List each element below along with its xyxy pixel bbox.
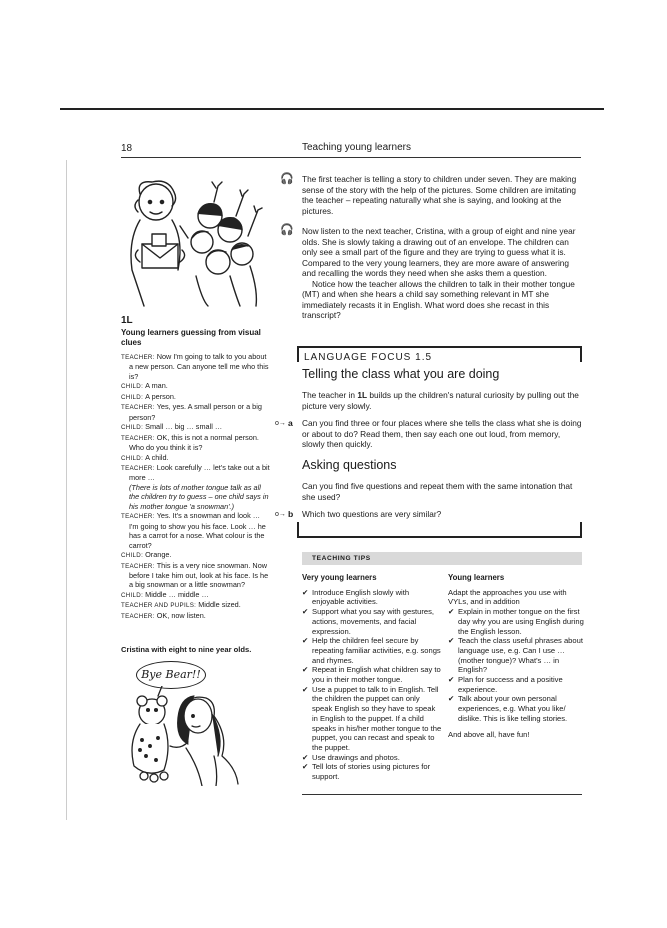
figure-label: 1L bbox=[121, 315, 133, 326]
speech-bubble bbox=[136, 661, 206, 689]
speaker-label: CHILD: bbox=[121, 591, 146, 599]
tips-list bbox=[448, 607, 584, 723]
tip-item bbox=[302, 607, 442, 636]
exercise-b-text: Which two questions are very similar? bbox=[302, 509, 442, 519]
language-focus-heading-1: Telling the class what you are doing bbox=[302, 367, 500, 381]
speaker-label: TEACHER: bbox=[121, 562, 157, 570]
transcript-text: A child. bbox=[145, 452, 169, 462]
tip-text: Use drawings and photos. bbox=[312, 752, 400, 762]
answer-key-icon: o→ bbox=[275, 511, 286, 518]
intro-text: The teacher in bbox=[302, 390, 358, 400]
paragraph-2-text: Now listen to the next teacher, Cristina, with a group of eight and nine year olds. She is slowly taking a drawing out of an envelope. The children can only see a small part of the figure and they are trying to guess what it is. Compared to the very young learners, they are more aware of answering and recalling the words they need when she asks them a question. bbox=[302, 226, 576, 278]
transcript-line bbox=[121, 381, 271, 391]
tip-text: Use a puppet to talk to in English. Tell the children the puppet can only speak English so they have to speak in English to the puppet. If a child speaks in his/her mother tongue to the puppet, you can recast and speak to the puppet. bbox=[312, 684, 442, 752]
tick-icon: ✔ bbox=[302, 762, 309, 772]
figure-2-caption: Cristina with eight to nine year olds. bbox=[121, 645, 252, 654]
speaker-label: TEACHER: bbox=[121, 464, 157, 472]
transcript-line bbox=[121, 463, 271, 483]
tip-item bbox=[448, 636, 584, 675]
speaker-label: CHILD: bbox=[121, 383, 146, 391]
exercise-letter-b: b bbox=[288, 509, 294, 519]
tip-item bbox=[302, 665, 442, 684]
tip-item bbox=[448, 607, 584, 636]
teacher-children-illustration bbox=[118, 180, 268, 310]
paragraph-2 bbox=[302, 226, 582, 321]
speaker-label: CHILD: bbox=[121, 552, 146, 560]
transcript-text: Yes. It's a snowman and look … I'm going to show you his face. Look … he has a carrot for a nose. What colour is the carrot? bbox=[129, 511, 266, 550]
exercise-a-text: Can you find three or four places where she tells the class what she is doing or about to do? Read them, then say each one out loud, from memory, slowly then quickly. bbox=[302, 418, 582, 449]
transcript-text: (There is lots of mother tongue talk as all the children try to guess – one child says in his mother tongue 'a snowman'.) bbox=[129, 482, 269, 511]
top-rule bbox=[60, 108, 604, 110]
tip-text: Support what you say with gestures, actions, movements, and facial expression. bbox=[312, 607, 434, 636]
speaker-label: TEACHER: bbox=[121, 404, 157, 412]
questions-text: Can you find five questions and repeat them with the same intonation that she used? bbox=[302, 481, 573, 502]
language-focus-title: LANGUAGE FOCUS 1.5 bbox=[304, 352, 433, 363]
transcript-text: A man. bbox=[145, 381, 168, 391]
speaker-label: TEACHER: bbox=[121, 354, 157, 361]
transcript bbox=[121, 352, 271, 621]
figure-caption: Young learners guessing from visual clues bbox=[121, 328, 261, 347]
tip-item bbox=[302, 636, 442, 665]
speaker-label: CHILD: bbox=[121, 393, 146, 401]
child-puppet-illustration bbox=[118, 686, 248, 786]
transcript-text: OK, now listen. bbox=[156, 610, 206, 620]
tips-young-learners bbox=[448, 573, 584, 739]
tip-text: Tell lots of stories using pictures for support. bbox=[312, 762, 431, 782]
transcript-text: Middle … middle … bbox=[145, 589, 209, 599]
tips-list bbox=[302, 588, 442, 782]
tips-outro: And above all, have fun! bbox=[448, 729, 530, 739]
tip-item bbox=[302, 762, 442, 781]
tip-text: Talk about your own personal experiences, e.g. What you like/ dislike. This is like telling stories. bbox=[458, 694, 568, 723]
transcript-text: Now I'm going to talk to you about a new person. Can anyone tell me who this is? bbox=[129, 352, 269, 381]
tip-item bbox=[302, 685, 442, 753]
header-rule bbox=[121, 157, 581, 158]
tip-text: Help the children feel secure by repeating familiar activities, e.g. songs and rhymes. bbox=[312, 636, 441, 665]
transcript-line bbox=[121, 590, 271, 600]
answer-key-icon: o→ bbox=[275, 420, 286, 427]
tick-icon: ✔ bbox=[302, 684, 309, 694]
transcript-line bbox=[121, 600, 271, 610]
speaker-label: CHILD: bbox=[121, 424, 146, 432]
binding-line bbox=[66, 160, 67, 820]
tips-column-heading: Young learners bbox=[448, 573, 505, 582]
transcript-text: Small … big … small … bbox=[145, 422, 223, 432]
paragraph-1: The first teacher is telling a story to children under seven. They are making sense of the story with the help of the pictures. Some children are imitating the teacher – repeating naturally what she is saying, and looking at the pictures. bbox=[302, 174, 577, 216]
transcript-line bbox=[121, 402, 271, 422]
intro-text-end: builds up the children's natural curiosity by pulling out the picture very slowly. bbox=[302, 390, 579, 411]
tick-icon: ✔ bbox=[448, 636, 455, 646]
page-number: 18 bbox=[121, 143, 133, 154]
tip-text: Explain in mother tongue on the first day why you are using English during the English lesson. bbox=[458, 607, 584, 636]
tick-icon: ✔ bbox=[448, 607, 455, 617]
tips-very-young-learners bbox=[302, 573, 442, 782]
tick-icon: ✔ bbox=[302, 607, 309, 617]
transcript-text: Orange. bbox=[145, 550, 172, 560]
transcript-line bbox=[121, 392, 271, 402]
transcript-text: This is a very nice snowman. Now before I take him out, look at his face. Is he a big snowman or a little snowman? bbox=[129, 560, 269, 590]
paragraph-3-text: Notice how the teacher allows the children to talk in their mother tongue (MT) and when she hears a child say something relevant in MT she immediately recasts it in English. What word does she recast in this transcript? bbox=[302, 278, 575, 320]
headphones-icon: 🎧 bbox=[280, 224, 294, 236]
tip-text: Repeat in English what children say to you in their mother tongue. bbox=[312, 665, 441, 685]
transcript-text: Yes, yes. A small person or a big person? bbox=[129, 402, 262, 422]
transcript-line bbox=[121, 352, 271, 381]
headphones-icon: 🎧 bbox=[280, 173, 294, 185]
language-focus-intro bbox=[302, 390, 582, 411]
tips-intro: Adapt the approaches you use with VYLs, and in addition bbox=[448, 587, 567, 607]
figure-reference: 1L bbox=[357, 390, 368, 400]
transcript-text: OK, this is not a normal person. Who do you think it is? bbox=[129, 432, 259, 453]
speech-bubble-text: Bye Bear!! bbox=[141, 668, 201, 681]
tick-icon: ✔ bbox=[302, 636, 309, 646]
language-focus-heading-2: Asking questions bbox=[302, 458, 397, 472]
transcript-line bbox=[121, 483, 271, 511]
transcript-text: Look carefully … let's take out a bit more … bbox=[129, 462, 270, 483]
exercise-letter-a: a bbox=[288, 418, 293, 428]
transcript-line bbox=[121, 433, 271, 453]
transcript-line bbox=[121, 611, 271, 621]
speaker-label: CHILD: bbox=[121, 454, 146, 462]
tips-column-heading: Very young learners bbox=[302, 573, 377, 582]
tip-item bbox=[302, 588, 442, 607]
tip-item bbox=[448, 694, 584, 723]
transcript-line bbox=[121, 453, 271, 463]
teaching-tips-title: TEACHING TIPS bbox=[312, 555, 371, 562]
bottom-rule bbox=[302, 794, 582, 795]
transcript-text: Middle sized. bbox=[198, 600, 241, 610]
running-head: Teaching young learners bbox=[302, 142, 411, 153]
tip-item bbox=[448, 675, 584, 694]
tip-text: Teach the class useful phrases about language use, e.g. Can I use … (mother tongue)? What's … in English? bbox=[458, 636, 583, 675]
speaker-label: TEACHER: bbox=[121, 612, 157, 620]
tip-text: Introduce English slowly with enjoyable activities. bbox=[312, 587, 410, 607]
tick-icon: ✔ bbox=[448, 694, 455, 704]
transcript-line bbox=[121, 422, 271, 432]
tip-text: Plan for success and a positive experience. bbox=[458, 675, 563, 694]
tick-icon: ✔ bbox=[302, 752, 309, 762]
transcript-line bbox=[121, 511, 271, 550]
transcript-line bbox=[121, 550, 271, 560]
tick-icon: ✔ bbox=[448, 675, 455, 685]
tick-icon: ✔ bbox=[302, 587, 309, 597]
speaker-label: TEACHER: bbox=[121, 513, 157, 521]
speaker-label: TEACHER AND PUPILS: bbox=[121, 602, 199, 610]
tick-icon: ✔ bbox=[302, 665, 309, 675]
tip-item bbox=[302, 753, 442, 763]
transcript-text: A person. bbox=[145, 391, 176, 401]
transcript-line bbox=[121, 561, 271, 590]
speaker-label: TEACHER: bbox=[121, 434, 157, 442]
